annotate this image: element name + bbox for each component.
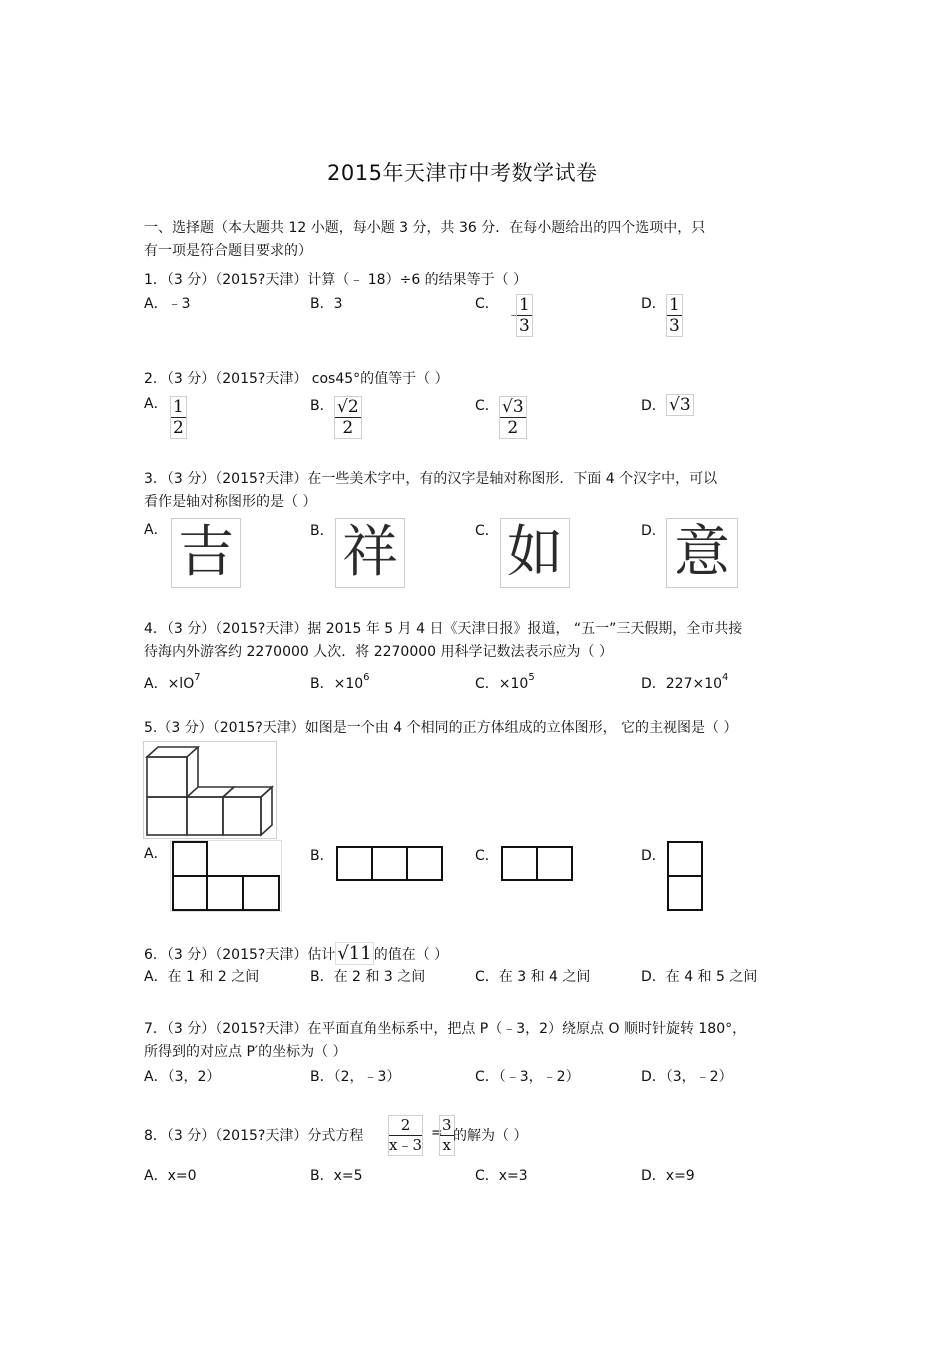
q8-equals-sign: =	[431, 1125, 443, 1141]
q1-c-numerator: 1	[519, 295, 530, 315]
q2-c-denominator: 2	[507, 418, 519, 438]
q1-option-a: A．﹣3	[144, 296, 191, 312]
q2-c-fraction	[499, 396, 527, 439]
q4-b-exponent: 6	[363, 672, 370, 683]
q2-d-value: √3	[666, 394, 694, 416]
question-4-stem-line1: 4．（3 分）（2015?天津）据 2015 年 5 月 4 日《天津日报》报道， “五一”三天假期，全市共接	[144, 621, 743, 637]
q4-b-base: B．×10	[310, 676, 364, 692]
q5-solid-figure	[143, 741, 277, 839]
q8-right-denominator: x	[442, 1136, 451, 1154]
q6-stem-post: 的值在（ ）	[373, 947, 449, 963]
q1-d-denominator: 3	[669, 316, 680, 336]
question-5-stem: 5.（3 分）（2015?天津）如图是一个由 4 个相同的正方体组成的立体图形， 它的主视图是（ ）	[144, 720, 738, 736]
q1-c-denominator: 3	[519, 316, 530, 336]
q2-a-denominator: 2	[173, 418, 184, 438]
question-6-stem	[144, 944, 448, 965]
q3-option-c: C．	[475, 523, 499, 539]
q3-b-character-image: 祥	[335, 518, 405, 588]
q8-right-numerator: 3	[442, 1116, 452, 1134]
q2-b-denominator: 2	[342, 418, 354, 438]
q4-option-c	[475, 668, 535, 694]
q1-option-b: B．3	[310, 296, 343, 312]
q4-d-base: D．227×10	[641, 676, 723, 692]
q2-a-numerator: 1	[173, 397, 184, 417]
q6-option-c: C．在 3 和 4 之间	[475, 969, 591, 985]
q7-option-a: A．（3，2）	[144, 1069, 221, 1085]
q6-radical: √11	[337, 943, 372, 964]
q4-c-base: C．×10	[475, 676, 529, 692]
q6-option-d: D．在 4 和 5 之间	[641, 969, 758, 985]
q2-option-b: B．	[310, 398, 334, 414]
question-3-stem-line1: 3．（3 分）（2015?天津）在一些美术字中，有的汉字是轴对称图形．下面 4 个汉字中，可以	[144, 471, 718, 487]
q4-a-exponent: 7	[194, 672, 201, 683]
section-header-line2: 有一项是符合题目要求的）	[144, 243, 312, 259]
question-1-stem: 1．（3 分）（2015?天津）计算（﹣ 18）÷6 的结果等于（ ）	[144, 272, 528, 288]
q3-option-a: A．	[144, 522, 168, 538]
section-header-line1: 一、选择题（本大题共 12 小题，每小题 3 分，共 36 分．在每小题给出的四个选项中，只	[144, 220, 706, 236]
question-4-stem-line2: 待海内外游客约 2270000 人次．将 2270000 用科学记数法表示应为（ ）	[144, 644, 613, 660]
q3-option-b: B．	[310, 523, 334, 539]
q4-d-exponent: 4	[722, 672, 729, 683]
question-7-stem-line2: 所得到的对应点 P′的坐标为（ ）	[144, 1044, 347, 1060]
page-title: 2015年天津市中考数学试卷	[327, 161, 598, 185]
question-2-stem: 2．（3 分）（2015?天津） cos45°的值等于（ ）	[144, 371, 449, 387]
q1-c-sign: ﹣	[507, 307, 521, 323]
q5-c-front-view	[500, 845, 575, 882]
q8-option-c: C．x=3	[475, 1168, 528, 1184]
q3-option-d: D．	[641, 523, 666, 539]
q5-option-d: D．	[641, 848, 666, 864]
q1-option-d: D．	[641, 296, 666, 312]
q1-d-fraction	[666, 294, 683, 337]
q4-option-a	[144, 668, 201, 694]
q7-option-d: D．（3，﹣2）	[641, 1069, 733, 1085]
q5-a-front-view	[170, 840, 282, 912]
q4-a-base: A．×lO	[144, 676, 195, 692]
q8-option-d: D．x=9	[641, 1168, 695, 1184]
q8-left-denominator: x﹣3	[389, 1136, 423, 1154]
q8-option-b: B．x=5	[310, 1168, 363, 1184]
q2-a-fraction	[170, 396, 187, 439]
q5-option-b: B．	[310, 848, 334, 864]
q5-d-front-view	[666, 840, 704, 913]
q3-c-character-image: 如	[500, 518, 570, 588]
q7-option-b: B．（2，﹣3）	[310, 1069, 401, 1085]
q5-option-c: C．	[475, 848, 499, 864]
q3-d-character-image: 意	[666, 518, 738, 588]
q2-b-fraction	[334, 396, 362, 439]
question-7-stem-line1: 7．（3 分）（2015?天津）在平面直角坐标系中，把点 P（﹣3，2）绕原点 O 顺时针旋转 180°，	[144, 1021, 747, 1037]
q6-option-a: A．在 1 和 2 之间	[144, 969, 260, 985]
q3-a-character-image: 吉	[171, 518, 241, 588]
q7-option-c: C．（﹣3，﹣2）	[475, 1069, 580, 1085]
q8-left-numerator: 2	[389, 1116, 422, 1136]
q5-b-front-view	[335, 845, 445, 882]
q5-option-a: A．	[144, 846, 168, 862]
q4-option-d	[641, 668, 728, 694]
q2-c-numerator: √3	[502, 397, 524, 417]
q2-option-d: D．	[641, 398, 666, 414]
question-3-stem-line2: 看作是轴对称图形的是（ ）	[144, 494, 317, 510]
q2-option-c: C．	[475, 398, 499, 414]
q2-b-numerator: √2	[337, 397, 359, 417]
q1-option-c: C．	[475, 296, 499, 312]
q8-option-a: A．x=0	[144, 1168, 197, 1184]
q6-option-b: B．在 2 和 3 之间	[310, 969, 426, 985]
q2-option-a: A．	[144, 396, 168, 412]
q8-stem-pre: 8．（3 分）（2015?天津）分式方程	[144, 1128, 364, 1144]
q4-option-b	[310, 668, 370, 694]
q4-c-exponent: 5	[528, 672, 535, 683]
q6-stem-pre: 6．（3 分）（2015?天津）估计	[144, 947, 336, 963]
q8-stem-post: 的解为（ ）	[453, 1128, 528, 1144]
q1-c-fraction	[516, 294, 533, 337]
q1-d-numerator: 1	[669, 295, 680, 315]
q8-fraction-left	[388, 1115, 423, 1156]
